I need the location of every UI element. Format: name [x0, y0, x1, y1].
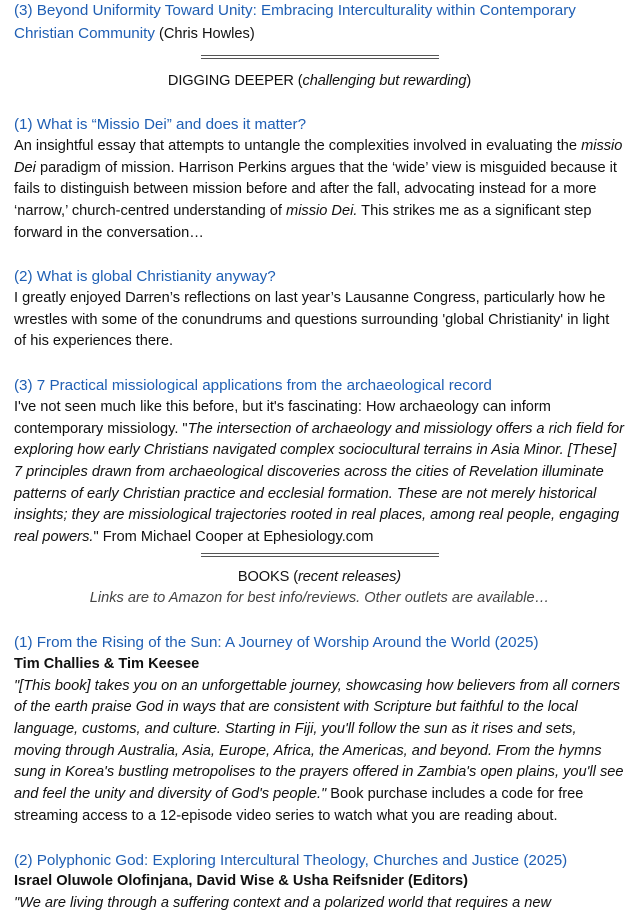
book-item-1-authors: Tim Challies & Tim Keesee [14, 655, 200, 672]
book-item-1-link[interactable]: (1) From the Rising of the Sun: A Journey of Worship Around the World (2025) [14, 634, 539, 652]
book-item-2-authors: Israel Oluwole Olofinjana, David Wise & Usha Reifsnider (Editors) [14, 873, 468, 890]
digging-item-1-link[interactable]: (1) What is “Missio Dei” and does it matter? [14, 116, 307, 134]
top-item [14, 0, 625, 45]
digging-item-2-link[interactable]: (2) What is global Christianity anyway? [14, 268, 276, 286]
book-item-2-text: "We are living through a suffering context and a polarized world that requires a new [14, 894, 552, 911]
top-item-author: (Chris Howles) [159, 25, 255, 42]
books-note: Links are to Amazon for best info/reviews. Other outlets are available… [89, 590, 550, 607]
digging-item-2 [14, 266, 625, 353]
book-item-2-link[interactable]: (2) Polyphonic God: Exploring Intercultural Theology, Churches and Justice (2025) [14, 851, 568, 869]
book-item-2 [14, 850, 625, 915]
amazon-link[interactable]: Amazon [168, 590, 223, 607]
digging-item-3-link[interactable]: (3) 7 Practical missiological applications from the archaeological record [14, 377, 492, 395]
book-item-1 [14, 632, 625, 827]
digging-item-3 [14, 375, 625, 549]
book-item-1-text: "[This book] takes you on an unforgettable journey, showcasing how believers from all corners of the earth praise God in ways that are consistent with Scripture but faithful to the local language, customs, and culture. Starting in Fiji, you'll follow the sun as it rises and sets, moving through Australia, Asia, Europe, Africa, the Americas, and beyond. From the hymns sung in Korea's bustling metropolises to the prayers offered in Zambia's open plains, you'll see and feel the unity and diversity of God's people." Book purchase includes a code for free streaming access to a 12-episode video series to watch what you are reading about. [14, 677, 624, 824]
books-heading: BOOKS (recent releases) [237, 568, 402, 585]
digging-item-1 [14, 114, 625, 244]
top-item-link[interactable]: (3) Beyond Uniformity Toward Unity: Embracing Interculturality within Contemporary Christian Community [14, 2, 576, 42]
digging-item-3-text: I've not seen much like this before, but it's fascinating: How archaeology can inform contemporary missiology. "The intersection of archaeology and missiology offers a rich field for exploring how early Christians navigated complex sociocultural terrains in Asia Minor. [These] 7 principles drawn from archaeological discoveries across the cities of Revelation illuminate patterns of early Christian practice and ecclesial formation. These are not merely historical insights; they are missiological trajectories rooted in real places, among real people, engaging real powers." From Michael Cooper at Ephesiology.com [14, 398, 625, 546]
digging-item-1-text: An insightful essay that attempts to untangle the complexities involved in evaluating the missio Dei paradigm of mission. Harrison Perkins argues that the ‘wide’ view is misguided because it fails to distinguish between mission before and after the fall, advocating instead for a more ‘narrow,’ church-centred understanding of missio Dei. This strikes me as a significant step forward in the conversation… [14, 137, 623, 241]
digging-item-2-text: I greatly enjoyed Darren’s reflections on last year’s Lausanne Congress, particularly how he wrestles with some of the conundrums and questions surrounding 'global Christianity' in light of his experiences there. [14, 290, 610, 350]
digging-deeper-heading: DIGGING DEEPER (challenging but rewarding) [167, 73, 472, 90]
